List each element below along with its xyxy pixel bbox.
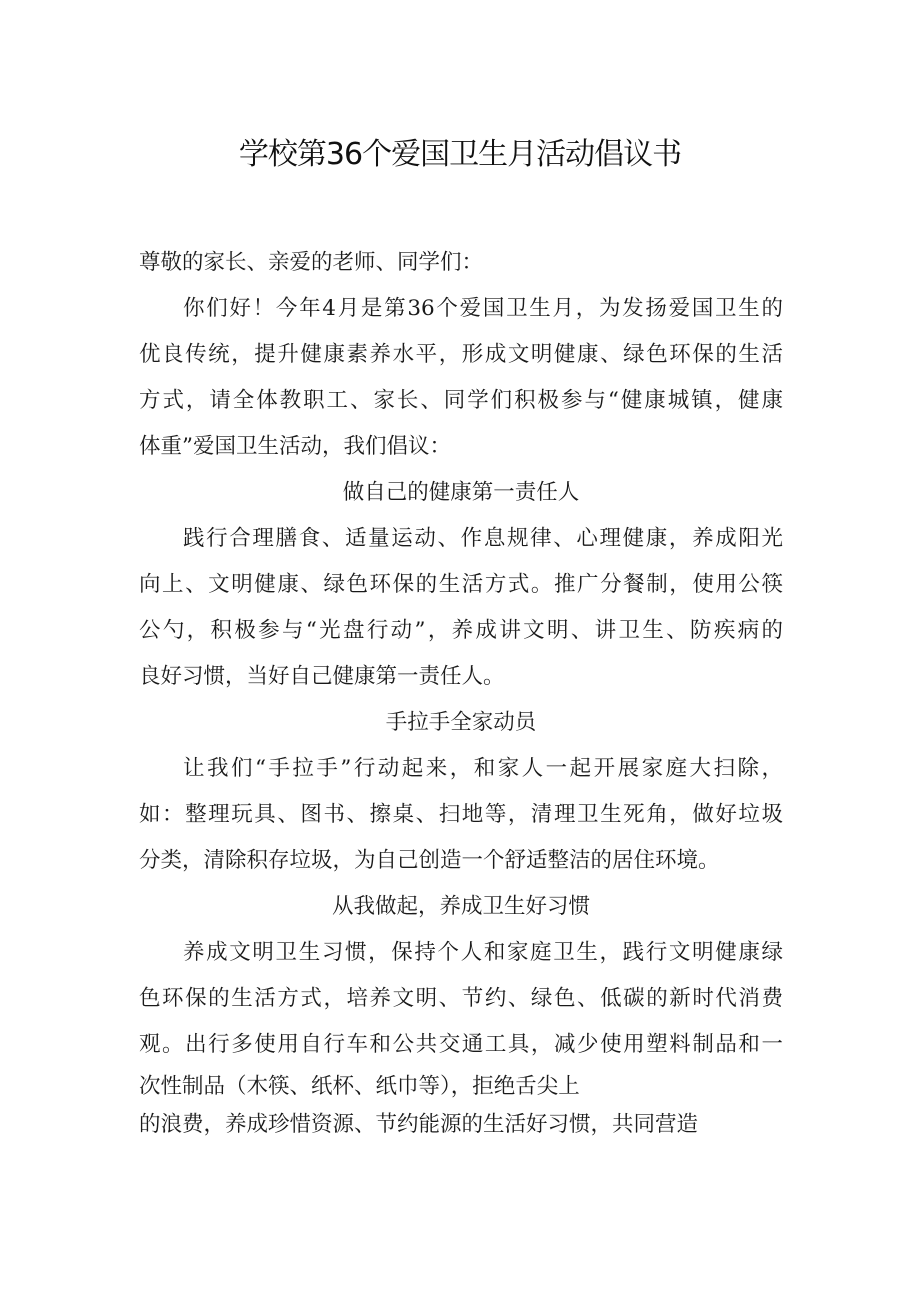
paragraph-line: 践行合理膳食、适量运动、作息规律、心理健康，养成阳光 (183, 526, 783, 551)
paragraph-line: 分类，清除积存垃圾，为自己创造一个舒适整洁的居住环境。 (139, 848, 720, 873)
paragraph-line: 养成文明卫生习惯，保持个人和家庭卫生，践行文明健康绿 (183, 940, 783, 965)
paragraph-line: 你们好！今年4月是第36个爱国卫生月，为发扬爱国卫生的 (183, 296, 783, 321)
section-heading: 做自己的健康第一责任人 (342, 480, 580, 505)
paragraph-line: 如：整理玩具、图书、擦桌、扫地等，清理卫生死角，做好垃圾 (139, 802, 783, 827)
paragraph-line: 的浪费，养成珍惜资源、节约能源的生活好习惯，共同营造 (139, 1112, 699, 1137)
paragraph-line: 良好习惯，当好自己健康第一责任人。 (139, 664, 505, 689)
paragraph-line: 色环保的生活方式，培养文明、节约、绿色、低碳的新时代消费 (139, 986, 783, 1011)
paragraph-line: 优良传统，提升健康素养水平，形成文明健康、绿色环保的生活 (139, 342, 783, 367)
paragraph-line: 方式，请全体教职工、家长、同学们积极参与“健康城镇，健康 (139, 388, 783, 413)
section-heading: 手拉手全家动员 (385, 710, 537, 735)
salutation: 尊敬的家长、亲爱的老师、同学们： (139, 250, 484, 275)
paragraph-line: 观。出行多使用自行车和公共交通工具，减少使用塑料制品和一 (139, 1032, 783, 1057)
page-title: 学校第36个爱国卫生月活动倡议书 (238, 137, 682, 172)
paragraph-line: 体重”爱国卫生活动，我们倡议： (139, 434, 451, 459)
paragraph-line: 公勺，积极参与“光盘行动”，养成讲文明、讲卫生、防疾病的 (139, 618, 783, 643)
paragraph-line: 向上、文明健康、绿色环保的生活方式。推广分餐制，使用公筷 (139, 572, 783, 597)
paragraph-line: 让我们“手拉手”行动起来，和家人一起开展家庭大扫除， (183, 756, 783, 781)
document-body (139, 240, 783, 1144)
section-heading: 从我做起，养成卫生好习惯 (331, 894, 590, 919)
paragraph-line: 次性制品（木筷、纸杯、纸巾等），拒绝舌尖上 (139, 1074, 580, 1099)
